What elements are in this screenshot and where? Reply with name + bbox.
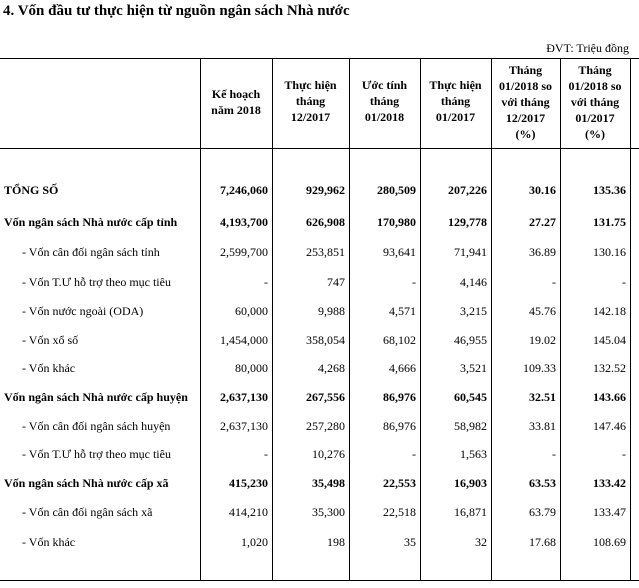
cell-pct-vs-12-2017: 33.81 [529, 419, 556, 433]
cell-ut-01-2018: 22,553 [383, 476, 416, 490]
cell-ut-01-2018: 170,980 [377, 215, 416, 229]
cell-ke-hoach: 1,454,000 [220, 333, 268, 347]
cell-ke-hoach: 414,210 [229, 505, 268, 519]
cell-th-12-2017: 4,268 [318, 361, 345, 375]
cell-th-12-2017: 253,851 [306, 245, 345, 259]
table-row-cap-huyen [0, 383, 639, 412]
cell-th-12-2017: 35,300 [312, 505, 345, 519]
cell-th-01-2017: 4,146 [460, 275, 487, 289]
row-label: - Vốn cân đối ngân sách huyện [22, 419, 171, 433]
cell-pct-vs-01-2017: 132.52 [593, 361, 626, 375]
cell-pct-vs-01-2017: 133.42 [593, 476, 626, 490]
table-row [0, 528, 639, 557]
table-row [0, 412, 639, 441]
cell-th-01-2017: 16,871 [454, 505, 487, 519]
cell-th-12-2017: 257,280 [306, 419, 345, 433]
cell-ke-hoach: 415,230 [229, 476, 268, 490]
cell-th-01-2017: 129,778 [448, 215, 487, 229]
row-label: - Vốn nước ngoài (ODA) [22, 304, 144, 318]
section-title: 4. Vốn đầu tư thực hiện từ nguồn ngân sách Nhà nước [3, 3, 350, 19]
cell-th-01-2017: 46,955 [454, 333, 487, 347]
cell-ke-hoach: 60,000 [235, 304, 268, 318]
cell-pct-vs-01-2017: - [622, 447, 626, 461]
cell-pct-vs-01-2017: 145.04 [593, 333, 626, 347]
cell-pct-vs-12-2017: 109.33 [523, 361, 556, 375]
table-row-tong-so [0, 176, 639, 205]
cell-pct-vs-12-2017: 63.53 [529, 476, 556, 490]
cell-th-12-2017: 9,988 [318, 304, 345, 318]
cell-pct-vs-12-2017: - [552, 447, 556, 461]
cell-ke-hoach: 4,193,700 [220, 215, 268, 229]
cell-ke-hoach: 7,246,060 [220, 183, 268, 197]
cell-th-12-2017: 358,054 [306, 333, 345, 347]
cell-ke-hoach: 2,637,130 [220, 419, 268, 433]
cell-pct-vs-01-2017: 133.47 [593, 505, 626, 519]
cell-th-12-2017: 35,498 [312, 476, 345, 490]
cell-ut-01-2018: 93,641 [383, 245, 416, 259]
cell-ke-hoach: 2,599,700 [220, 245, 268, 259]
row-label: - Vốn cân đối ngân sách xã [22, 505, 153, 519]
cell-pct-vs-12-2017: - [552, 275, 556, 289]
cell-th-01-2017: 3,215 [460, 304, 487, 318]
row-label: - Vốn xổ số [22, 333, 79, 347]
cell-pct-vs-01-2017: 130.16 [593, 245, 626, 259]
table-bottom-border [0, 580, 639, 581]
header-ratio-12-2017: Tháng 01/2018 so với tháng 12/2017 (%) [498, 63, 552, 141]
cell-pct-vs-12-2017: 63.79 [529, 505, 556, 519]
table-row-cap-tinh [0, 208, 639, 237]
cell-pct-vs-01-2017: 108.69 [593, 535, 626, 549]
cell-pct-vs-12-2017: 19.02 [529, 333, 556, 347]
cell-th-01-2017: 32 [475, 535, 487, 549]
row-label: - Vốn T.Ư hỗ trợ theo mục tiêu [22, 275, 171, 289]
table-row [0, 238, 639, 267]
header-ratio-01-2017: Tháng 01/2018 so với tháng 01/2017 (%) [568, 63, 622, 141]
table-row [0, 440, 639, 469]
cell-pct-vs-01-2017: 135.36 [593, 183, 626, 197]
unit-label: ĐVT: Triệu đồng [546, 41, 629, 55]
cell-pct-vs-12-2017: 27.27 [529, 215, 556, 229]
cell-th-12-2017: 198 [327, 535, 345, 549]
cell-ut-01-2018: 86,976 [383, 419, 416, 433]
cell-pct-vs-12-2017: 30.16 [529, 183, 556, 197]
cell-ut-01-2018: 35 [404, 535, 416, 549]
table-row [0, 326, 639, 355]
row-label: Vốn ngân sách Nhà nước cấp tỉnh [4, 215, 178, 229]
cell-th-01-2017: 3,521 [460, 361, 487, 375]
cell-th-12-2017: 626,908 [306, 215, 345, 229]
row-label: - Vốn cân đối ngân sách tỉnh [22, 245, 160, 259]
table-top-border [0, 58, 639, 59]
row-label: - Vốn khác [22, 361, 76, 375]
header-thuc-hien-01-2017: Thực hiện tháng 01/2017 [429, 78, 482, 124]
cell-ut-01-2018: - [412, 447, 416, 461]
row-label: - Vốn khác [22, 535, 76, 549]
header-thuc-hien-12-2017: Thực hiện tháng 12/2017 [284, 78, 337, 124]
table-row [0, 268, 639, 297]
cell-th-12-2017: 929,962 [306, 183, 345, 197]
cell-ut-01-2018: 280,509 [377, 183, 416, 197]
row-label: TỔNG SỐ [4, 183, 59, 197]
cell-th-12-2017: 747 [327, 275, 345, 289]
cell-ke-hoach: - [264, 447, 268, 461]
cell-pct-vs-12-2017: 45.76 [529, 304, 556, 318]
cell-th-01-2017: 1,563 [460, 447, 487, 461]
header-bottom-border [0, 148, 639, 149]
cell-ut-01-2018: 4,571 [389, 304, 416, 318]
cell-ut-01-2018: - [412, 275, 416, 289]
row-label: Vốn ngân sách Nhà nước cấp huyện [4, 390, 188, 404]
cell-ut-01-2018: 86,976 [383, 390, 416, 404]
cell-pct-vs-12-2017: 32.51 [529, 390, 556, 404]
cell-pct-vs-01-2017: 147.46 [593, 419, 626, 433]
cell-th-01-2017: 16,903 [454, 476, 487, 490]
cell-ut-01-2018: 22,518 [383, 505, 416, 519]
cell-pct-vs-01-2017: 143.66 [593, 390, 626, 404]
cell-ke-hoach: - [264, 275, 268, 289]
cell-pct-vs-01-2017: - [622, 275, 626, 289]
cell-th-01-2017: 60,545 [454, 390, 487, 404]
cell-th-12-2017: 267,556 [306, 390, 345, 404]
table-row [0, 297, 639, 326]
cell-ke-hoach: 80,000 [235, 361, 268, 375]
cell-ut-01-2018: 4,666 [389, 361, 416, 375]
cell-ut-01-2018: 68,102 [383, 333, 416, 347]
cell-th-12-2017: 10,276 [312, 447, 345, 461]
cell-pct-vs-01-2017: 131.75 [593, 215, 626, 229]
header-uoc-tinh-01-2018: Ước tính tháng 01/2018 [361, 78, 408, 124]
cell-pct-vs-12-2017: 17.68 [529, 535, 556, 549]
table-row [0, 498, 639, 527]
cell-th-01-2017: 207,226 [448, 183, 487, 197]
row-label: - Vốn T.Ư hỗ trợ theo mục tiêu [22, 447, 171, 461]
header-ke-hoach: Kế hoạch năm 2018 [211, 87, 261, 117]
cell-pct-vs-12-2017: 36.89 [529, 245, 556, 259]
cell-th-01-2017: 71,941 [454, 245, 487, 259]
row-label: Vốn ngân sách Nhà nước cấp xã [4, 476, 169, 490]
cell-pct-vs-01-2017: 142.18 [593, 304, 626, 318]
table-row [0, 354, 639, 383]
cell-ke-hoach: 2,637,130 [220, 390, 268, 404]
table-row-cap-xa [0, 469, 639, 498]
cell-ke-hoach: 1,020 [241, 535, 268, 549]
cell-th-01-2017: 58,982 [454, 419, 487, 433]
